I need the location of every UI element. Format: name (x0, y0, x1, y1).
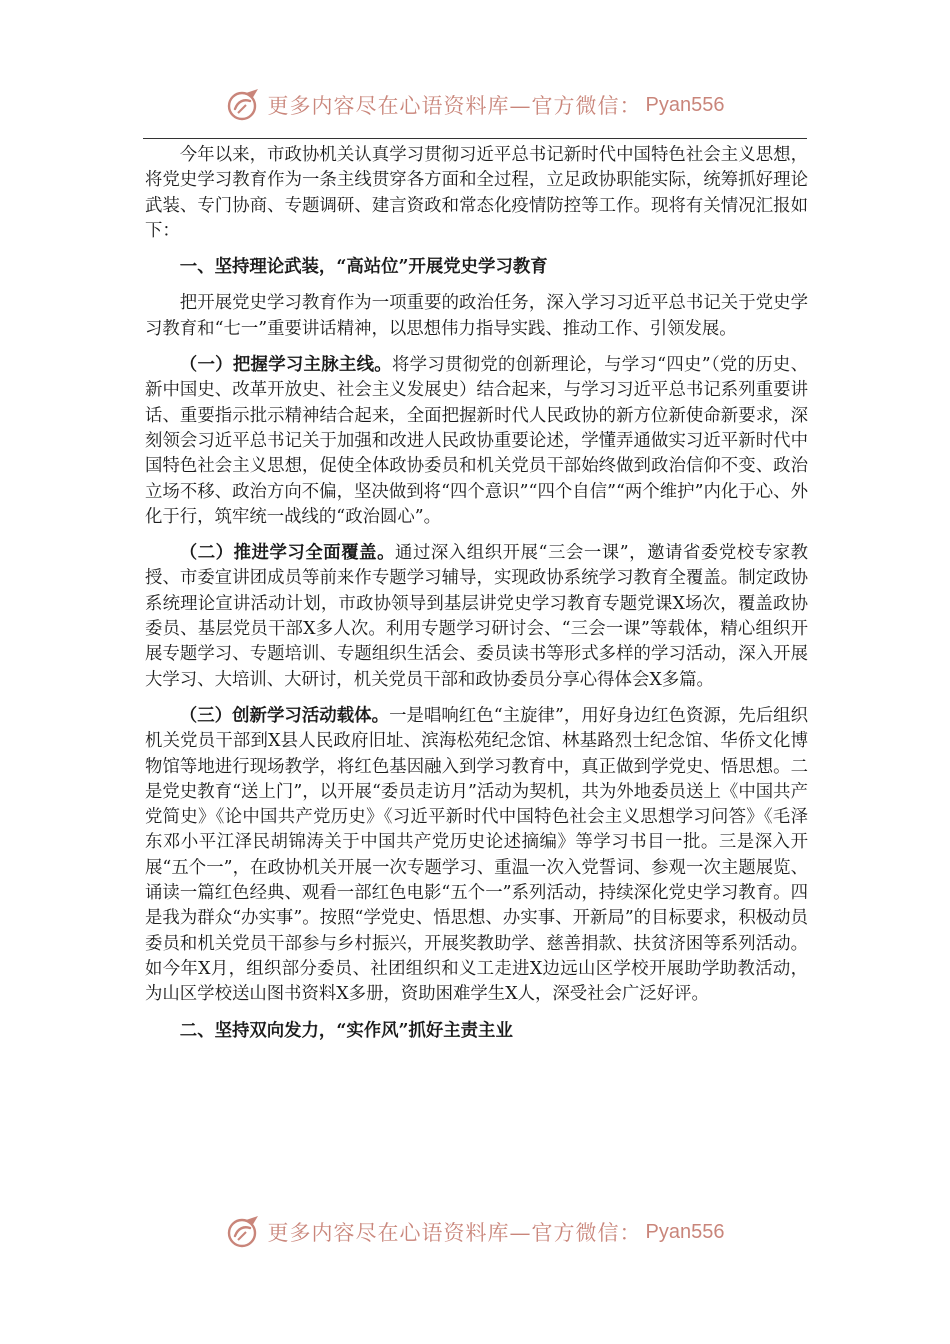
header-banner (0, 80, 950, 130)
section1-item-2 (145, 541, 808, 693)
banner-account: Pyan556 (645, 93, 725, 116)
section1-lead: 把开展党史学习教育作为一项重要的政治任务，深入学习习近平总书记关于党史学习教育和“七一”重要讲话精神，以思想伟力指导实践、推动工作、引领发展。 (145, 293, 808, 339)
section1-item-1 (145, 353, 808, 530)
banner-slogan: 更多内容尽在心语资料库—官方微信： (267, 1221, 642, 1245)
item-title: （二）推进学习全面覆盖。 (179, 543, 396, 564)
item-body: 将学习贯彻党的创新理论，与学习“四史”（党的历史、新中国史、改革开放史、社会主义发展史）结合起来，与学习习近平总书记系列重要讲话、重要指示批示精神结合起来，全面把握新时代人民政协的新方位新使命新要求，深刻领会习近平总书记关于加强和改进人民政协重要论述，学懂弄通做实习近平新时代中国特色社会主义思想，促使全体政协委员和机关党员干部始终做到政治信仰不变、政治立场不移、政治方向不偏，坚决做到将“四个意识”“四个自信”“两个维护”内化于心、外化于行，筑牢统一战线的“政治圆心”。 (145, 355, 808, 527)
banner-account: Pyan556 (645, 1220, 725, 1243)
banner-slogan: 更多内容尽在心语资料库—官方微信： (267, 94, 642, 118)
item-title: （一）把握学习主脉主线。 (179, 355, 392, 376)
intro-paragraph: 今年以来，市政协机关认真学习贯彻习近平总书记新时代中国特色社会主义思想，将党史学习教育作为一条主线贯穿各方面和全过程，立足政协职能实际，统筹抓好理论武装、专门协商、专题调研、建言资政和常态化疫情防控等工作。现将有关情况汇报如下： (145, 145, 808, 241)
section1-heading: 一、坚持理论武装，“高站位”开展党史学习教育 (179, 257, 548, 278)
section1-item-3 (145, 704, 808, 1008)
library-logo-icon (226, 87, 262, 123)
section2-heading: 二、坚持双向发力，“实作风”抓好主责主业 (179, 1020, 513, 1041)
header-divider (143, 138, 807, 139)
item-body: 一是唱响红色“主旋律”，用好身边红色资源，先后组织机关党员干部到X县人民政府旧址、滨海松苑纪念馆、林基路烈士纪念馆、华侨文化博物馆等地进行现场教学，将红色基因融入到学习教育中，真正做到学党史、悟思想。二是党史教育“送上门”，以开展“委员走访月”活动为契机，共为外地委员送上《中国共产党简史》《论中国共产党历史》《习近平新时代中国特色社会主义思想学习问答》《毛泽东邓小平江泽民胡锦涛关于中国共产党历史论述摘编》等学习书目一批。三是深入开展“五个一”，在政协机关开展一次专题学习、重温一次入党誓词、参观一次主题展览、诵读一篇红色经典、观看一部红色电影“五个一”系列活动，持续深化党史学习教育。四是我为群众“办实事”。按照“学党史、悟思想、办实事、开新局”的目标要求，积极动员委员和机关党员干部参与乡村振兴，开展奖教助学、慈善捐款、扶贫济困等系列活动。如今年X月，组织部分委员、社团组织和义工走进X边远山区学校开展助学助教活动，为山区学校送山图书资料X多册，资助困难学生X人，深受社会广泛好评。 (145, 705, 808, 1005)
item-title: （三）创新学习活动载体。 (179, 705, 390, 726)
document-body (145, 143, 808, 1044)
footer-banner (0, 1207, 950, 1257)
library-logo-icon (226, 1214, 262, 1250)
item-body: 通过深入组织开展“三会一课”，邀请省委党校专家教授、市委宣讲团成员等前来作专题学习辅导，实现政协系统学习教育全覆盖。制定政协系统理论宣讲活动计划，市政协领导到基层讲党史学习教育专题党课X场次，覆盖政协委员、基层党员干部X多人次。利用专题学习研讨会、“三会一课”等载体，精心组织开展专题学习、专题培训、专题组织生活会、委员读书等形式多样的学习活动，深入开展大学习、大培训、大研讨，机关党员干部和政协委员分享心得体会X多篇。 (145, 543, 808, 690)
